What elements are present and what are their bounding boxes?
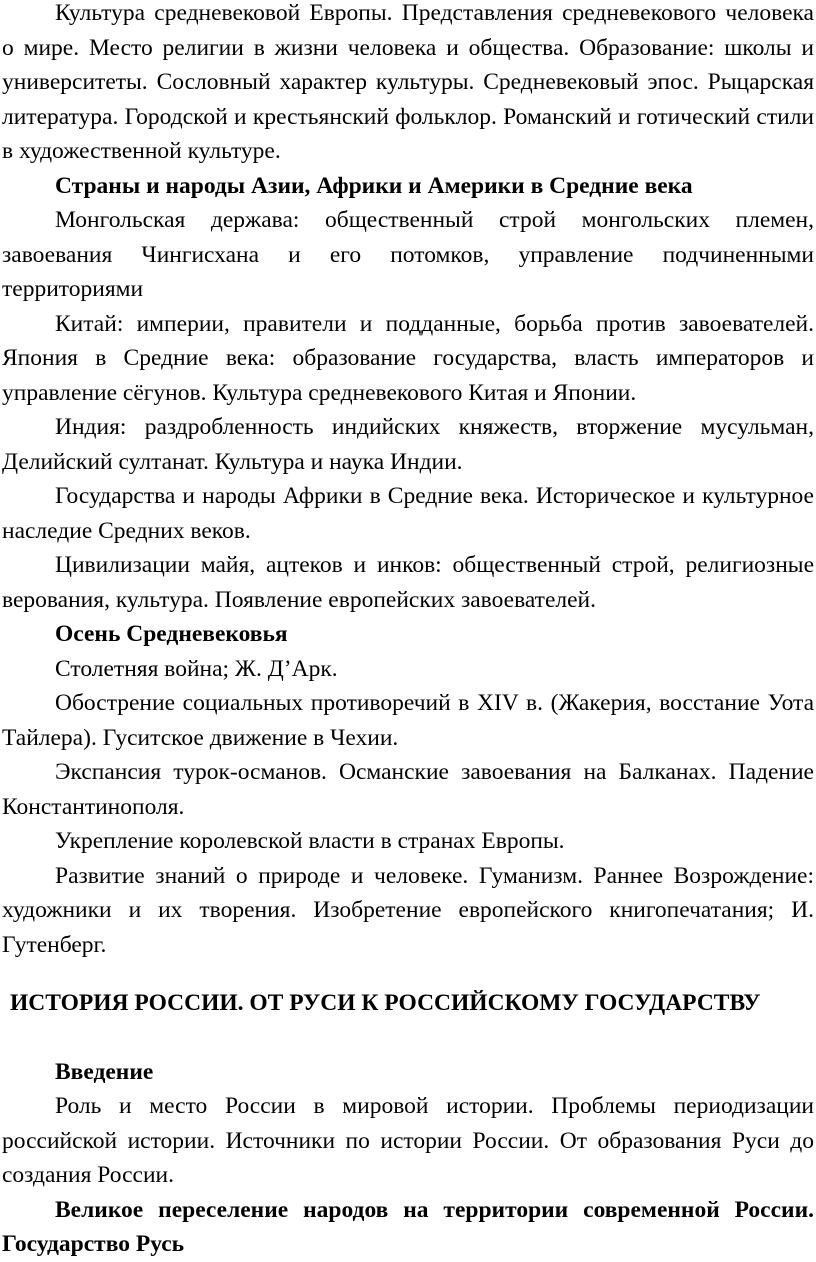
paragraph-humanism: Развитие знаний о природе и человеке. Гуманизм. Раннее Возрождение: художники и их творения. Изобретение европейского книгопечатания; И. Гутенберг. [2, 862, 814, 958]
heading-introduction: Введение [55, 1058, 154, 1085]
heading-autumn-middle-ages: Осень Средневековья [55, 621, 288, 647]
heading-asia-africa-america: Страны и народы Азии, Африки и Америки в Средние века [55, 172, 693, 199]
paragraph-social-contradictions: Обострение социальных противоречий в XIV в. (Жакерия, восстание Уота Тайлера). Гуситское движение в Чехии. [2, 690, 814, 751]
paragraph-mongol: Монгольская держава: общественный строй монгольских племен, завоевания Чингисхана и его потомков, управление подчиненными территориями [2, 207, 814, 302]
paragraph-ottoman-expansion: Экспансия турок-османов. Османские завоевания на Балканах. Падение Константинополя. [2, 759, 814, 820]
paragraph-royal-power: Укрепление королевской власти в странах Европы. [55, 828, 565, 854]
section-title-russia-history: ИСТОРИЯ РОССИИ. ОТ РУСИ К РОССИЙСКОМУ ГОСУДАРСТВУ [10, 990, 761, 1016]
paragraph-china-japan: Китай: империи, правители и подданные, борьба против завоевателей. Япония в Средние века: образование государства, власть императоров и управление сёгунов. Культура средневекового Китая и Японии. [2, 310, 814, 406]
paragraph-introduction: Роль и место России в мировой истории. Проблемы периодизации российской истории. Источники по истории России. От образования Руси до создания России. [2, 1093, 814, 1188]
paragraph-america-civilizations: Цивилизации майя, ацтеков и инков: общественный строй, религиозные верования, культура. Появление европейских завоевателей. [2, 552, 814, 613]
spacer [0, 1021, 816, 1055]
paragraph-medieval-culture: Культура средневековой Европы. Представления средневекового человека о мире. Место религии в жизни человека и общества. Образование: школы и университеты. Сословный характер культуры. Средневековый эпос. Рыцарская литература. Городской и крестьянский фольклор. Романский и готический стили в художественной культуре. [2, 0, 814, 164]
paragraph-africa: Государства и народы Африки в Средние века. Историческое и культурное наследие Средних веков. [2, 483, 814, 544]
paragraph-india: Индия: раздробленность индийских княжеств, вторжение мусульман, Делийский султанат. Культура и наука Индии. [2, 414, 814, 475]
paragraph-hundred-years-war: Столетняя война; Ж. Д’Арк. [55, 655, 338, 682]
heading-great-migration: Великое переселение народов на территории современной России. Государство Русь [2, 1196, 814, 1257]
